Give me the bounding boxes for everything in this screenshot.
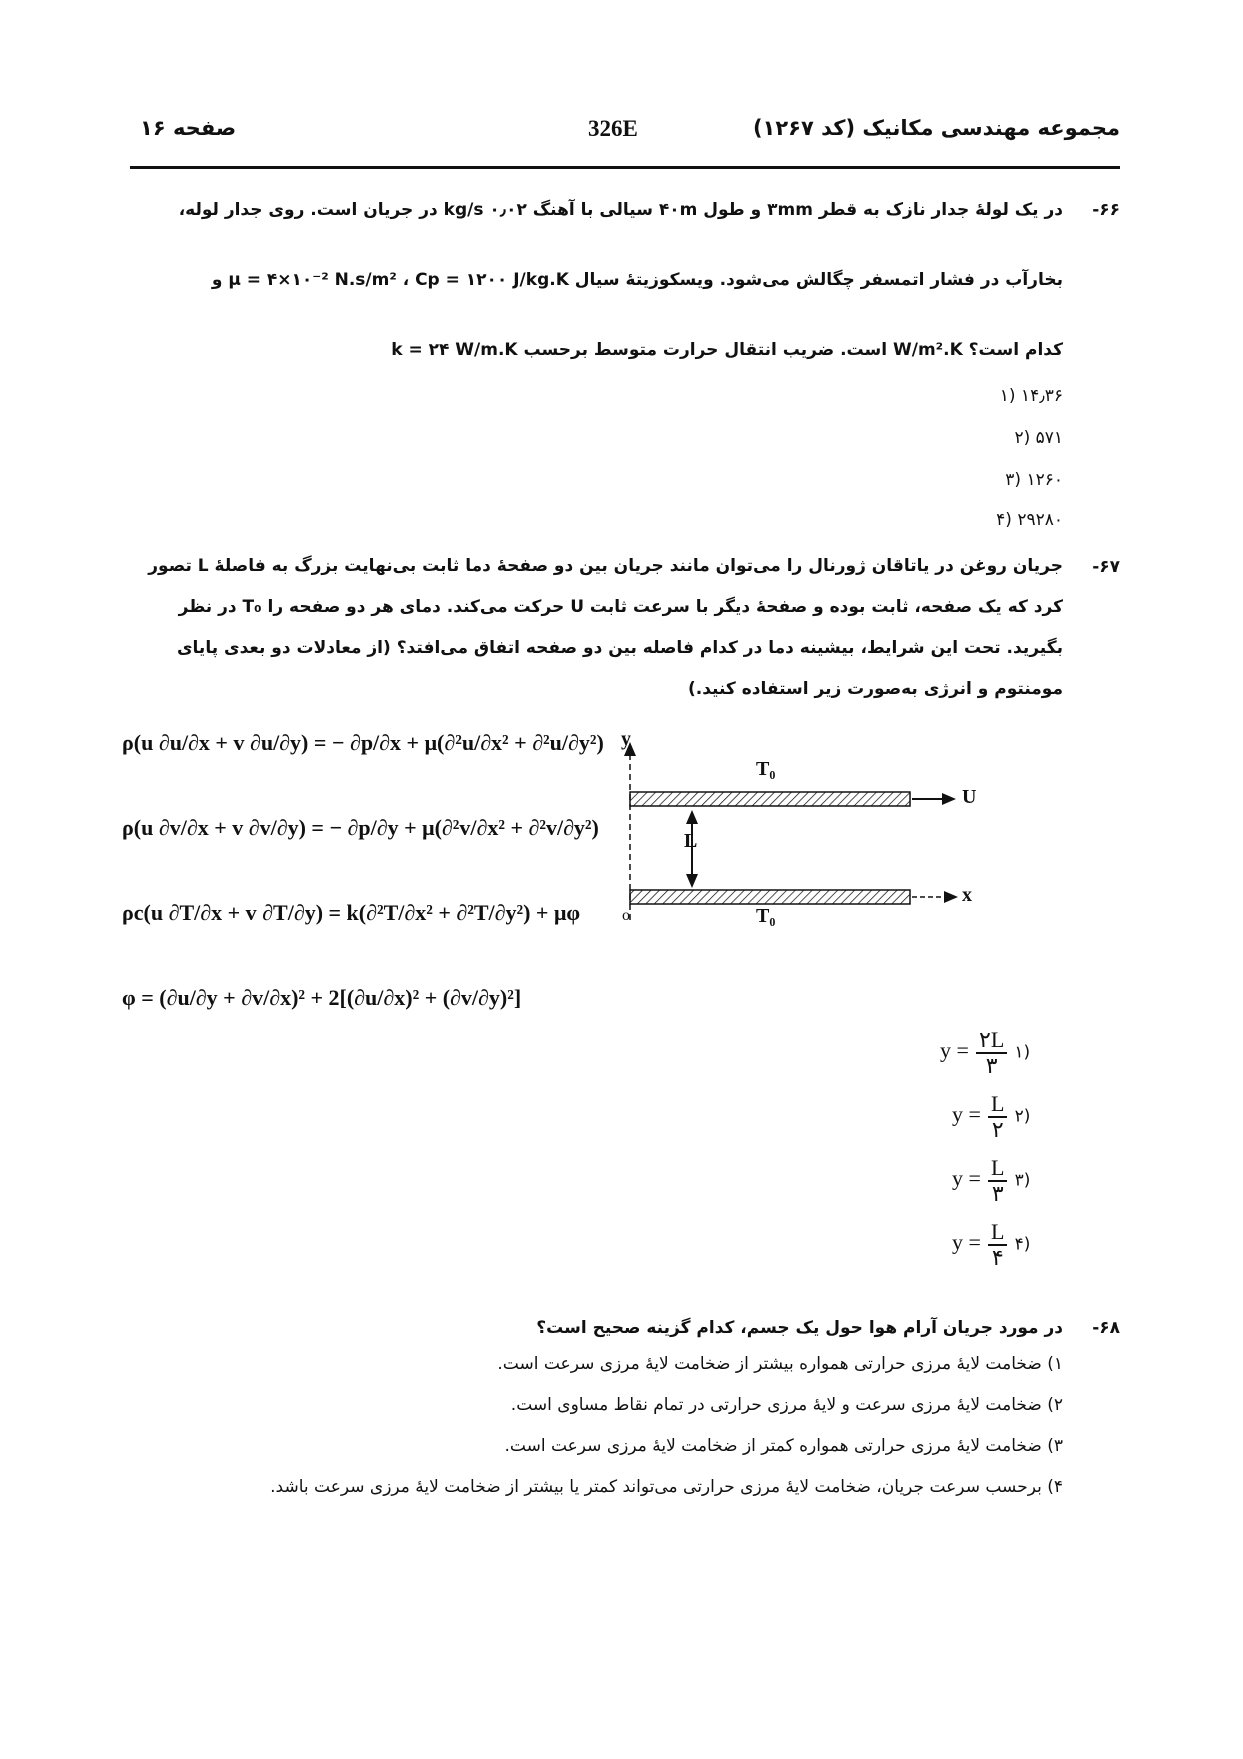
velocity-label: U: [962, 786, 977, 808]
q67-option-1-denominator: ۳: [985, 1053, 998, 1078]
header-title: مجموعه مهندسی مکانیک (کد ۱۲۶۷): [752, 116, 1120, 140]
top-plate-temperature: T₀: [756, 758, 776, 780]
gap-arrow-down-icon: [686, 874, 698, 888]
x-axis-arrow-icon: [944, 891, 958, 903]
q67-option-3-fraction: [988, 1156, 1007, 1206]
q67-option-1-lhs: y =: [940, 1037, 969, 1063]
bottom-plate-temperature: T₀: [756, 905, 776, 927]
q67-option-2-lhs: y =: [952, 1101, 981, 1127]
q67-option-3-denominator: ۳: [991, 1181, 1004, 1206]
q67-option-3[interactable]: [952, 1156, 1072, 1206]
gap-label: L: [684, 830, 698, 852]
q67-option-2-number: ۲): [1014, 1106, 1031, 1127]
q67-option-2-fraction: [988, 1092, 1007, 1142]
q67-option-2-denominator: ۲: [991, 1117, 1004, 1142]
q67-line2: کرد که یک صفحه، ثابت بوده و صفحهٔ دیگر با سرعت ثابت U حرکت می‌کند. دمای هر دو صفحه را T₀ در نظر: [178, 597, 1063, 617]
q66-option-1[interactable]: ۱) ۱۴٫۳۶: [999, 386, 1063, 406]
header-divider: [130, 166, 1120, 169]
q66-option-3[interactable]: ۳) ۱۲۶۰: [1005, 470, 1063, 490]
q67-option-3-numerator: L: [988, 1156, 1007, 1182]
parallel-plates-diagram: [600, 720, 1000, 950]
q68-number: -۶۸: [1092, 1318, 1120, 1338]
q67-option-2-numerator: L: [988, 1092, 1007, 1118]
q67-option-2[interactable]: [952, 1092, 1072, 1142]
q68-option-3[interactable]: ۳) ضخامت لایهٔ مرزی حرارتی همواره کمتر از ضخامت لایهٔ مرزی سرعت است.: [504, 1436, 1063, 1456]
q67-option-4[interactable]: [952, 1220, 1072, 1270]
q67-option-4-denominator: ۴: [991, 1245, 1004, 1270]
q67-option-1-number: ۱): [1014, 1042, 1031, 1063]
q66-line2: بخارآب در فشار اتمسفر چگالش می‌شود. ویسکوزیتهٔ سیال μ = ۴×۱۰⁻² N.s/m² ، Cp = ۱۲۰۰ J/kg.K و: [211, 270, 1063, 290]
q67-option-3-number: ۳): [1014, 1170, 1031, 1191]
q67-option-1-numerator: ۲L: [976, 1028, 1007, 1054]
q67-option-4-lhs: y =: [952, 1229, 981, 1255]
q67-line3: بگیرید. تحت این شرایط، بیشینه دما در کدام فاصله بین دو صفحه اتفاق می‌افتد؟ (از معادلات دو بعدی پایای: [176, 638, 1063, 658]
q67-line4: مومنتوم و انرژی به‌صورت زیر استفاده کنید.): [687, 679, 1063, 699]
q67-option-1-fraction: [976, 1028, 1007, 1078]
q67-option-4-number: ۴): [1014, 1234, 1031, 1255]
origin-label: o: [622, 907, 630, 924]
y-axis-label: y: [621, 728, 631, 750]
gap-arrow-up-icon: [686, 810, 698, 824]
q68-question: در مورد جریان آرام هوا حول یک جسم، کدام گزینه صحیح است؟: [536, 1318, 1063, 1338]
velocity-arrow-icon: [942, 793, 956, 805]
x-axis-label: x: [962, 884, 972, 906]
q67-option-1[interactable]: [940, 1028, 1060, 1078]
q66-option-2[interactable]: ۲) ۵۷۱: [1014, 428, 1063, 448]
q67-line1: جریان روغن در یاتاقان ژورنال را می‌توان مانند جریان بین دو صفحهٔ دما ثابت بی‌نهایت بزرگ به فاصلهٔ L تصور: [148, 556, 1063, 576]
q68-option-4[interactable]: ۴) برحسب سرعت جریان، ضخامت لایهٔ مرزی حرارتی می‌تواند کمتر یا بیشتر از ضخامت لایهٔ مرزی سرعت باشد.: [270, 1477, 1063, 1497]
q67-option-4-fraction: [988, 1220, 1007, 1270]
q68-option-1[interactable]: ۱) ضخامت لایهٔ مرزی حرارتی همواره بیشتر از ضخامت لایهٔ مرزی سرعت است.: [497, 1354, 1063, 1374]
momentum-y-equation: ρ(u ∂v/∂x + v ∂v/∂y) = − ∂p/∂y + μ(∂²v/∂x² + ∂²v/∂y²): [122, 815, 599, 840]
dissipation-equation: φ = (∂u/∂y + ∂v/∂x)² + 2[(∂u/∂x)² + (∂v/∂y)²]: [122, 985, 522, 1010]
q68-option-2[interactable]: ۲) ضخامت لایهٔ مرزی سرعت و لایهٔ مرزی حرارتی در تمام نقاط مساوی است.: [510, 1395, 1063, 1415]
q66-line1: در یک لولهٔ جدار نازک به قطر ۳mm و طول ۴۰m سیالی با آهنگ ۰٫۰۲ kg/s در جریان است. روی جدار لوله،: [178, 200, 1063, 220]
q67-option-3-lhs: y =: [952, 1165, 981, 1191]
top-plate: [630, 792, 910, 806]
energy-equation: ρc(u ∂T/∂x + v ∂T/∂y) = k(∂²T/∂x² + ∂²T/∂y²) + μφ: [122, 900, 581, 925]
momentum-x-equation: ρ(u ∂u/∂x + v ∂u/∂y) = − ∂p/∂x + μ(∂²u/∂x² + ∂²u/∂y²): [122, 730, 604, 755]
q67-number: -۶۷: [1092, 557, 1120, 577]
header-page-number: صفحه ۱۶: [140, 116, 237, 140]
q66-number: -۶۶: [1092, 200, 1120, 220]
header-code: 326E: [588, 116, 638, 141]
q67-option-4-numerator: L: [988, 1220, 1007, 1246]
q66-line3: k = ۲۴ W/m.K است. ضریب انتقال حرارت متوسط برحسب W/m².K کدام است؟: [391, 340, 1063, 360]
q66-option-4[interactable]: ۴) ۲۹۲۸۰: [996, 510, 1063, 530]
bottom-plate: [630, 890, 910, 904]
